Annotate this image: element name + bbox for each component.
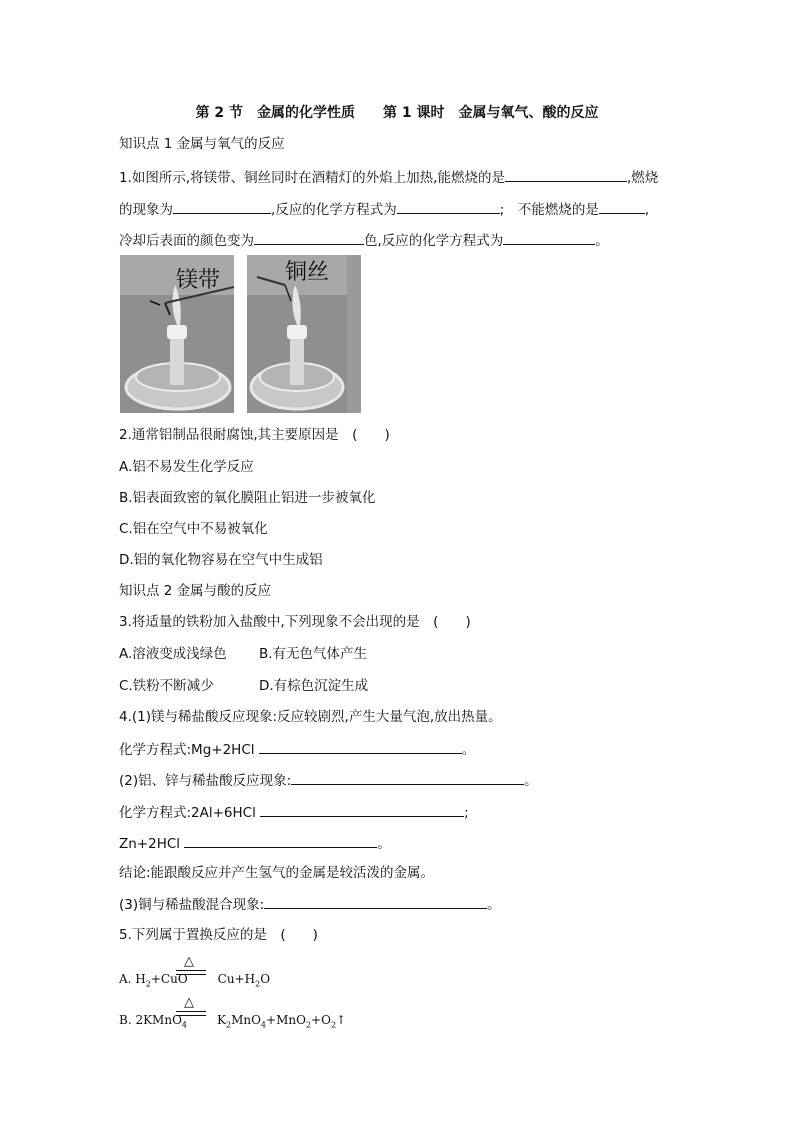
- q2-option-b[interactable]: B.铝表面致密的氧化膜阻止铝进一步被氧化: [119, 490, 376, 506]
- answer-blank[interactable]: [260, 803, 464, 817]
- answer-blank[interactable]: [264, 895, 487, 909]
- copper-wire-photo: [247, 255, 361, 413]
- answer-blank[interactable]: [397, 200, 500, 214]
- knowledge-point-1: 知识点 1 金属与氧气的反应: [119, 136, 285, 152]
- q3-option-a[interactable]: A.溶液变成浅绿色: [119, 646, 227, 662]
- q3-option-c[interactable]: C.铁粉不断减少: [119, 678, 214, 694]
- q2-option-a[interactable]: A.铝不易发生化学反应: [119, 459, 254, 475]
- answer-blank[interactable]: [291, 771, 524, 785]
- q4-conclusion: 结论:能跟酸反应并产生氢气的金属是较活泼的金属。: [119, 865, 435, 881]
- q2-option-d[interactable]: D.铝的氧化物容易在空气中生成铝: [119, 552, 323, 568]
- heat-condition-icon: △: [184, 995, 194, 1010]
- answer-blank[interactable]: [254, 231, 364, 245]
- answer-blank[interactable]: [505, 168, 627, 182]
- equals-sign: [176, 1011, 206, 1016]
- q2-stem: 2.通常铝制品很耐腐蚀,其主要原因是 ( ): [119, 427, 390, 443]
- page-title: 第 2 节 金属的化学性质 第 1 课时 金属与氧气、酸的反应: [195, 105, 599, 121]
- q4-line-2: 化学方程式:Mg+2HCl 。: [119, 742, 476, 758]
- answer-blank[interactable]: [173, 200, 271, 214]
- q4-line-1: 4.(1)镁与稀盐酸反应现象:反应较剧烈,产生大量气泡,放出热量。: [119, 709, 502, 725]
- q5-option-a[interactable]: A. $H_2+CuO$ $Cu+H_2O$: [119, 972, 271, 989]
- magnesium-ribbon-photo: [120, 255, 234, 413]
- q1-line-3: 冷却后表面的颜色变为 色,反应的化学方程式为 。: [119, 233, 609, 249]
- q4-line-7: (3)铜与稀盐酸混合现象: 。: [119, 897, 501, 913]
- equals-sign: [176, 970, 206, 975]
- q3-option-b[interactable]: B.有无色气体产生: [259, 646, 368, 662]
- q1-line-2: 的现象为 ,反应的化学方程式为 ; 不能燃烧的是 ,: [119, 202, 650, 218]
- q3-stem: 3.将适量的铁粉加入盐酸中,下列现象不会出现的是 ( ): [119, 614, 471, 630]
- magnesium-label: 镁带: [176, 268, 221, 293]
- q4-line-3: (2)铝、锌与稀盐酸反应现象: 。: [119, 773, 538, 789]
- q5-stem: 5.下列属于置换反应的是 ( ): [119, 927, 318, 943]
- q4-line-4: 化学方程式:2Al+6HCl ;: [119, 805, 469, 821]
- q4-line-5: Zn+2HCl 。: [119, 836, 391, 852]
- answer-blank[interactable]: [184, 834, 377, 848]
- answer-blank[interactable]: [503, 231, 595, 245]
- heat-condition-icon: △: [184, 954, 194, 969]
- q1-line-1: 1.如图所示,将镁带、铜丝同时在酒精灯的外焰上加热,能燃烧的是 ,燃烧: [119, 170, 659, 186]
- copper-label: 铜丝: [285, 260, 330, 285]
- q5-option-b[interactable]: B. 2KMnO$_4$ $K_2MnO_4+MnO_2+O_2↑$: [119, 1013, 347, 1030]
- answer-blank[interactable]: [259, 740, 462, 754]
- q2-option-c[interactable]: C.铝在空气中不易被氧化: [119, 521, 268, 537]
- q3-option-d[interactable]: D.有棕色沉淀生成: [259, 678, 369, 694]
- knowledge-point-2: 知识点 2 金属与酸的反应: [119, 583, 272, 599]
- answer-blank[interactable]: [599, 200, 645, 214]
